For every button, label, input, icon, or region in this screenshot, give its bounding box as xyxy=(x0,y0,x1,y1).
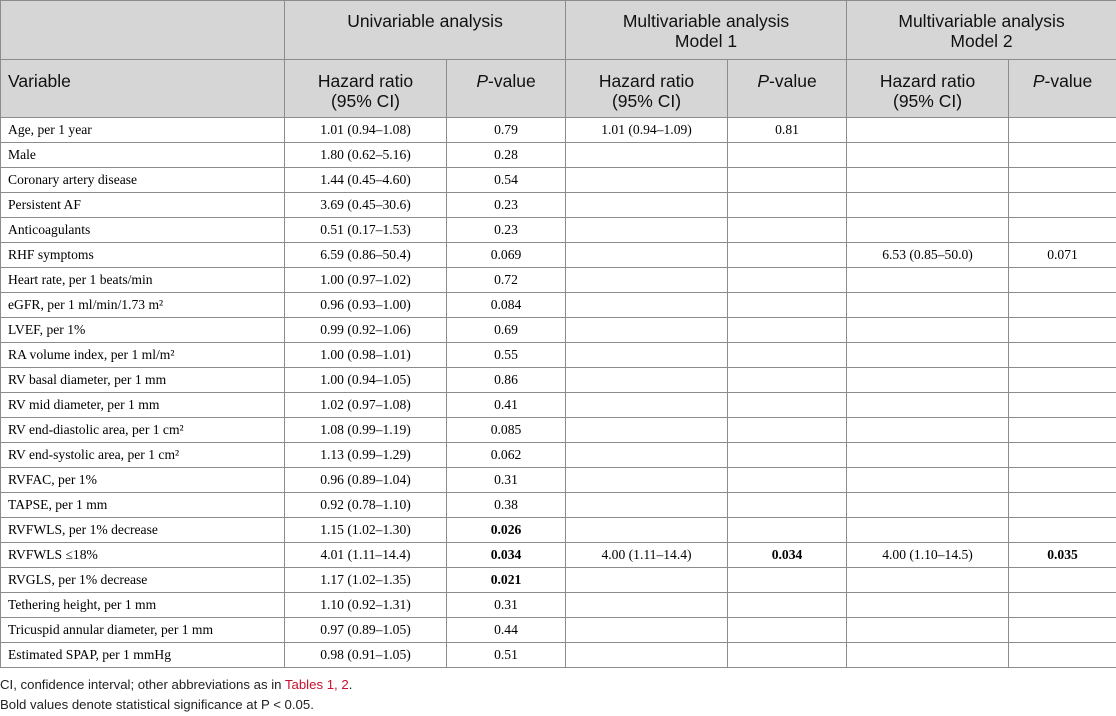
cell-m1-p xyxy=(728,393,847,418)
cell-uni-p: 0.51 xyxy=(447,643,566,668)
header-blank xyxy=(1,1,285,60)
cell-m1-hr xyxy=(566,143,728,168)
cell-uni-p: 0.79 xyxy=(447,118,566,143)
cell-m1-hr xyxy=(566,268,728,293)
cell-m2-hr xyxy=(847,568,1009,593)
cell-uni-p: 0.69 xyxy=(447,318,566,343)
cell-uni-p: 0.55 xyxy=(447,343,566,368)
cell-m2-p xyxy=(1009,643,1116,668)
cell-m2-p xyxy=(1009,468,1116,493)
cell-m1-hr xyxy=(566,418,728,443)
cell-m2-p xyxy=(1009,618,1116,643)
cell-m1-hr: 4.00 (1.11–14.4) xyxy=(566,543,728,568)
cell-uni-p: 0.026 xyxy=(447,518,566,543)
cell-variable: RA volume index, per 1 ml/m² xyxy=(1,343,285,368)
cell-m2-hr: 4.00 (1.10–14.5) xyxy=(847,543,1009,568)
footnote-abbreviations: CI, confidence interval; other abbreviations as in Tables 1, 2. xyxy=(0,677,353,692)
table-row xyxy=(1,493,1116,518)
cell-m2-hr xyxy=(847,493,1009,518)
cell-m2-p xyxy=(1009,493,1116,518)
cell-variable: RV end-diastolic area, per 1 cm² xyxy=(1,418,285,443)
table-row xyxy=(1,318,1116,343)
cell-m2-p xyxy=(1009,193,1116,218)
cell-uni-hr: 1.08 (0.99–1.19) xyxy=(285,418,447,443)
cell-uni-p: 0.28 xyxy=(447,143,566,168)
cell-uni-p: 0.23 xyxy=(447,193,566,218)
table-row xyxy=(1,243,1116,268)
cell-uni-hr: 1.02 (0.97–1.08) xyxy=(285,393,447,418)
cell-m1-p xyxy=(728,268,847,293)
cell-uni-hr: 1.00 (0.98–1.01) xyxy=(285,343,447,368)
cell-m1-p xyxy=(728,593,847,618)
cell-m1-hr xyxy=(566,393,728,418)
cell-m1-hr xyxy=(566,568,728,593)
cell-uni-hr: 1.44 (0.45–4.60) xyxy=(285,168,447,193)
cell-m2-p xyxy=(1009,168,1116,193)
cell-m2-hr xyxy=(847,393,1009,418)
cell-uni-p: 0.034 xyxy=(447,543,566,568)
cell-uni-p: 0.54 xyxy=(447,168,566,193)
cell-m2-hr xyxy=(847,293,1009,318)
cell-m2-p xyxy=(1009,268,1116,293)
cell-uni-hr: 1.17 (1.02–1.35) xyxy=(285,568,447,593)
cell-variable: TAPSE, per 1 mm xyxy=(1,493,285,518)
footnote-significance: Bold values denote statistical significance at P < 0.05. xyxy=(0,697,314,712)
table-row xyxy=(1,368,1116,393)
cell-variable: Tricuspid annular diameter, per 1 mm xyxy=(1,618,285,643)
cell-uni-hr: 0.51 (0.17–1.53) xyxy=(285,218,447,243)
table-row xyxy=(1,593,1116,618)
cell-m1-p xyxy=(728,493,847,518)
cell-variable: RVGLS, per 1% decrease xyxy=(1,568,285,593)
table-row xyxy=(1,568,1116,593)
cell-m1-p xyxy=(728,243,847,268)
cell-uni-hr: 0.99 (0.92–1.06) xyxy=(285,318,447,343)
cell-m1-hr: 1.01 (0.94–1.09) xyxy=(566,118,728,143)
cell-variable: Anticoagulants xyxy=(1,218,285,243)
cell-m2-p xyxy=(1009,143,1116,168)
col-m1-p: P-value xyxy=(728,60,847,118)
cell-m1-hr xyxy=(566,618,728,643)
table-row xyxy=(1,518,1116,543)
cell-m2-p xyxy=(1009,593,1116,618)
cell-m1-hr xyxy=(566,643,728,668)
cell-m1-hr xyxy=(566,443,728,468)
cell-m2-hr xyxy=(847,343,1009,368)
col-m2-hr: Hazard ratio (95% CI) xyxy=(847,60,1009,118)
cell-uni-p: 0.31 xyxy=(447,593,566,618)
cell-variable: RVFWLS, per 1% decrease xyxy=(1,518,285,543)
col-m1-hr: Hazard ratio (95% CI) xyxy=(566,60,728,118)
cell-m1-hr xyxy=(566,218,728,243)
cell-uni-hr: 1.15 (1.02–1.30) xyxy=(285,518,447,543)
cell-uni-hr: 1.10 (0.92–1.31) xyxy=(285,593,447,618)
cell-m2-p xyxy=(1009,318,1116,343)
cell-m2-p: 0.071 xyxy=(1009,243,1116,268)
cell-m1-hr xyxy=(566,193,728,218)
col-uni-hr: Hazard ratio (95% CI) xyxy=(285,60,447,118)
cell-variable: Estimated SPAP, per 1 mmHg xyxy=(1,643,285,668)
cell-m2-p xyxy=(1009,343,1116,368)
cell-uni-hr: 0.96 (0.93–1.00) xyxy=(285,293,447,318)
cell-uni-p: 0.31 xyxy=(447,468,566,493)
cell-uni-hr: 0.96 (0.89–1.04) xyxy=(285,468,447,493)
cell-m1-hr xyxy=(566,493,728,518)
cell-m1-p xyxy=(728,168,847,193)
cell-m2-p xyxy=(1009,118,1116,143)
cell-variable: eGFR, per 1 ml/min/1.73 m² xyxy=(1,293,285,318)
table-row xyxy=(1,393,1116,418)
table-row xyxy=(1,643,1116,668)
cell-m1-hr xyxy=(566,243,728,268)
cell-m1-p xyxy=(728,468,847,493)
cell-uni-hr: 1.00 (0.97–1.02) xyxy=(285,268,447,293)
cell-m1-hr xyxy=(566,343,728,368)
cell-variable: RVFAC, per 1% xyxy=(1,468,285,493)
cell-uni-p: 0.23 xyxy=(447,218,566,243)
col-variable: Variable xyxy=(1,60,285,118)
table-row xyxy=(1,218,1116,243)
cell-m2-hr xyxy=(847,368,1009,393)
cell-m1-p xyxy=(728,568,847,593)
cell-m2-p xyxy=(1009,218,1116,243)
cell-uni-hr: 1.01 (0.94–1.08) xyxy=(285,118,447,143)
cell-m1-p xyxy=(728,518,847,543)
cell-m2-hr: 6.53 (0.85–50.0) xyxy=(847,243,1009,268)
cell-uni-p: 0.38 xyxy=(447,493,566,518)
cell-m2-p xyxy=(1009,418,1116,443)
cell-m2-hr xyxy=(847,418,1009,443)
cell-m2-p xyxy=(1009,568,1116,593)
cell-m1-p xyxy=(728,193,847,218)
table-body xyxy=(1,118,1116,668)
cell-m1-hr xyxy=(566,368,728,393)
cell-m1-p xyxy=(728,343,847,368)
cell-uni-hr: 1.13 (0.99–1.29) xyxy=(285,443,447,468)
cell-variable: RV mid diameter, per 1 mm xyxy=(1,393,285,418)
cell-m2-p xyxy=(1009,368,1116,393)
cell-m1-p xyxy=(728,218,847,243)
cell-m1-p xyxy=(728,643,847,668)
cell-variable: Age, per 1 year xyxy=(1,118,285,143)
cell-variable: RHF symptoms xyxy=(1,243,285,268)
col-m2-p: P-value xyxy=(1009,60,1116,118)
cell-uni-hr: 1.80 (0.62–5.16) xyxy=(285,143,447,168)
cell-m2-hr xyxy=(847,518,1009,543)
cell-m2-p xyxy=(1009,293,1116,318)
table-row xyxy=(1,193,1116,218)
cell-m2-p xyxy=(1009,393,1116,418)
cell-m1-p: 0.034 xyxy=(728,543,847,568)
table-row xyxy=(1,268,1116,293)
table-row xyxy=(1,543,1116,568)
cell-variable: Heart rate, per 1 beats/min xyxy=(1,268,285,293)
cell-m1-hr xyxy=(566,168,728,193)
cell-m2-p xyxy=(1009,443,1116,468)
cell-m1-hr xyxy=(566,293,728,318)
cell-uni-hr: 6.59 (0.86–50.4) xyxy=(285,243,447,268)
cell-m2-hr xyxy=(847,468,1009,493)
cell-m2-hr xyxy=(847,143,1009,168)
group-univariable: Univariable analysis xyxy=(285,1,566,60)
cell-uni-hr: 1.00 (0.94–1.05) xyxy=(285,368,447,393)
cell-m2-hr xyxy=(847,268,1009,293)
table-row xyxy=(1,343,1116,368)
cell-variable: Coronary artery disease xyxy=(1,168,285,193)
table-row xyxy=(1,618,1116,643)
cell-m2-hr xyxy=(847,643,1009,668)
cell-uni-p: 0.44 xyxy=(447,618,566,643)
cell-uni-hr: 0.98 (0.91–1.05) xyxy=(285,643,447,668)
cell-m1-p xyxy=(728,368,847,393)
cell-m2-hr xyxy=(847,118,1009,143)
table-row xyxy=(1,443,1116,468)
cell-m2-hr xyxy=(847,168,1009,193)
cell-m2-hr xyxy=(847,218,1009,243)
table-row xyxy=(1,468,1116,493)
cell-m1-p xyxy=(728,618,847,643)
cell-m1-p xyxy=(728,418,847,443)
cell-variable: Male xyxy=(1,143,285,168)
cell-uni-p: 0.085 xyxy=(447,418,566,443)
cell-variable: RV basal diameter, per 1 mm xyxy=(1,368,285,393)
table-row xyxy=(1,293,1116,318)
cell-variable: RV end-systolic area, per 1 cm² xyxy=(1,443,285,468)
cell-uni-p: 0.86 xyxy=(447,368,566,393)
cell-variable: Tethering height, per 1 mm xyxy=(1,593,285,618)
table-header xyxy=(1,1,1116,118)
cell-m2-hr xyxy=(847,618,1009,643)
cell-uni-p: 0.72 xyxy=(447,268,566,293)
table-row xyxy=(1,118,1116,143)
cell-m2-hr xyxy=(847,593,1009,618)
cell-uni-hr: 0.97 (0.89–1.05) xyxy=(285,618,447,643)
cell-m1-hr xyxy=(566,318,728,343)
table-row xyxy=(1,143,1116,168)
cell-m1-p xyxy=(728,318,847,343)
table-row xyxy=(1,418,1116,443)
cell-uni-hr: 3.69 (0.45–30.6) xyxy=(285,193,447,218)
table-row xyxy=(1,168,1116,193)
cell-uni-hr: 4.01 (1.11–14.4) xyxy=(285,543,447,568)
cell-m2-p xyxy=(1009,518,1116,543)
cell-variable: Persistent AF xyxy=(1,193,285,218)
cell-uni-p: 0.062 xyxy=(447,443,566,468)
group-model2: Multivariable analysis Model 2 xyxy=(847,1,1116,60)
cell-m1-p xyxy=(728,443,847,468)
cell-m1-hr xyxy=(566,593,728,618)
cell-uni-p: 0.41 xyxy=(447,393,566,418)
cell-m1-p xyxy=(728,143,847,168)
cell-m1-hr xyxy=(566,518,728,543)
tables-link[interactable]: Tables 1, 2 xyxy=(284,677,349,692)
cell-m1-p xyxy=(728,293,847,318)
cell-variable: RVFWLS ≤18% xyxy=(1,543,285,568)
cell-uni-hr: 0.92 (0.78–1.10) xyxy=(285,493,447,518)
cell-m2-p: 0.035 xyxy=(1009,543,1116,568)
cell-uni-p: 0.021 xyxy=(447,568,566,593)
cell-variable: LVEF, per 1% xyxy=(1,318,285,343)
cell-m2-hr xyxy=(847,193,1009,218)
cell-uni-p: 0.084 xyxy=(447,293,566,318)
col-uni-p: P-value xyxy=(447,60,566,118)
cell-uni-p: 0.069 xyxy=(447,243,566,268)
cell-m2-hr xyxy=(847,318,1009,343)
cell-m1-hr xyxy=(566,468,728,493)
cell-m1-p: 0.81 xyxy=(728,118,847,143)
group-model1: Multivariable analysis Model 1 xyxy=(566,1,847,60)
cell-m2-hr xyxy=(847,443,1009,468)
